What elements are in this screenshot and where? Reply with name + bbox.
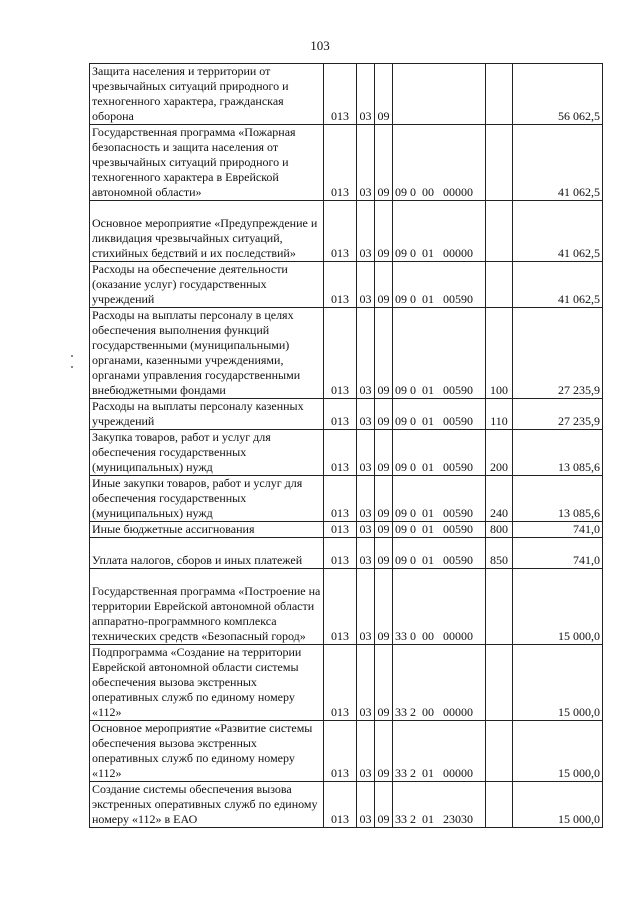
ministry-code: 013: [324, 125, 357, 201]
expense-type-code: 200: [486, 430, 513, 476]
ministry-code: 013: [324, 430, 357, 476]
amount: 41 062,5: [513, 201, 603, 262]
table-row: [90, 522, 603, 538]
section-code: 03: [357, 262, 375, 308]
ministry-code: 013: [324, 201, 357, 262]
page-number: 103: [310, 38, 330, 53]
amount: 741,0: [513, 522, 603, 538]
program-code: 09 0 01 00590: [393, 430, 486, 476]
amount: 13 085,6: [513, 430, 603, 476]
program-code: 09 0 01 00590: [393, 476, 486, 522]
section-code: 03: [357, 569, 375, 645]
subsection-code: 09: [375, 538, 393, 569]
section-code: 03: [357, 430, 375, 476]
table-row: [90, 430, 603, 476]
table-row: [90, 645, 603, 721]
section-code: 03: [357, 308, 375, 399]
subsection-code: 09: [375, 64, 393, 125]
subsection-code: 09: [375, 262, 393, 308]
budget-table: [89, 63, 603, 828]
row-name: Иные закупки товаров, работ и услуг для обеспечения государственных (муниципальных) нужд: [90, 476, 324, 522]
ministry-code: 013: [324, 721, 357, 782]
amount: 41 062,5: [513, 262, 603, 308]
program-code: 09 0 01 00590: [393, 399, 486, 430]
ministry-code: 013: [324, 399, 357, 430]
section-code: 03: [357, 64, 375, 125]
expense-type-code: [486, 201, 513, 262]
expense-type-code: 100: [486, 308, 513, 399]
ministry-code: 013: [324, 782, 357, 828]
amount: 41 062,5: [513, 125, 603, 201]
table-row: [90, 308, 603, 399]
amount: 15 000,0: [513, 645, 603, 721]
row-name: Защита населения и территории от чрезвычайных ситуаций природного и техногенного характера, гражданская оборона: [90, 64, 324, 125]
expense-type-code: [486, 125, 513, 201]
ministry-code: 013: [324, 476, 357, 522]
ministry-code: 013: [324, 262, 357, 308]
section-code: 03: [357, 782, 375, 828]
table-row: [90, 782, 603, 828]
subsection-code: 09: [375, 522, 393, 538]
ministry-code: 013: [324, 569, 357, 645]
amount: 741,0: [513, 538, 603, 569]
table-row: [90, 64, 603, 125]
ministry-code: 013: [324, 538, 357, 569]
table-row: [90, 538, 603, 569]
ministry-code: 013: [324, 645, 357, 721]
amount: 15 000,0: [513, 782, 603, 828]
expense-type-code: 110: [486, 399, 513, 430]
amount: 15 000,0: [513, 721, 603, 782]
section-code: 03: [357, 125, 375, 201]
scan-speck: [71, 355, 73, 357]
subsection-code: 09: [375, 569, 393, 645]
expense-type-code: [486, 569, 513, 645]
section-code: 03: [357, 476, 375, 522]
program-code: 33 2 01 23030: [393, 782, 486, 828]
ministry-code: 013: [324, 64, 357, 125]
table-row: [90, 262, 603, 308]
subsection-code: 09: [375, 201, 393, 262]
section-code: 03: [357, 538, 375, 569]
expense-type-code: [486, 645, 513, 721]
table-row: [90, 201, 603, 262]
expense-type-code: 800: [486, 522, 513, 538]
subsection-code: 09: [375, 430, 393, 476]
table-row: [90, 125, 603, 201]
row-name: Расходы на выплаты персоналу казенных учреждений: [90, 399, 324, 430]
row-name: Уплата налогов, сборов и иных платежей: [90, 538, 324, 569]
program-code: 09 0 01 00590: [393, 538, 486, 569]
row-name: Подпрограмма «Создание на территории Еврейской автономной области системы обеспечения вызова экстренных оперативных служб по единому номеру «112»: [90, 645, 324, 721]
subsection-code: 09: [375, 125, 393, 201]
scan-speck: [71, 366, 73, 368]
ministry-code: 013: [324, 308, 357, 399]
program-code: 33 2 00 00000: [393, 645, 486, 721]
program-code: 09 0 01 00000: [393, 201, 486, 262]
expense-type-code: [486, 64, 513, 125]
budget-table-body: [90, 64, 603, 828]
program-code: [393, 64, 486, 125]
expense-type-code: [486, 782, 513, 828]
table-row: [90, 476, 603, 522]
program-code: 33 2 01 00000: [393, 721, 486, 782]
amount: 27 235,9: [513, 308, 603, 399]
row-name: Основное мероприятие «Предупреждение и ликвидация чрезвычайных ситуаций, стихийных бедствий и их последствий»: [90, 201, 324, 262]
program-code: 09 0 00 00000: [393, 125, 486, 201]
subsection-code: 09: [375, 399, 393, 430]
expense-type-code: 240: [486, 476, 513, 522]
program-code: 09 0 01 00590: [393, 262, 486, 308]
amount: 13 085,6: [513, 476, 603, 522]
expense-type-code: 850: [486, 538, 513, 569]
row-name: Основное мероприятие «Развитие системы обеспечения вызова экстренных оперативных служб по единому номеру «112»: [90, 721, 324, 782]
section-code: 03: [357, 399, 375, 430]
expense-type-code: [486, 262, 513, 308]
subsection-code: 09: [375, 645, 393, 721]
row-name: Закупка товаров, работ и услуг для обеспечения государственных (муниципальных) нужд: [90, 430, 324, 476]
program-code: 09 0 01 00590: [393, 308, 486, 399]
section-code: 03: [357, 645, 375, 721]
ministry-code: 013: [324, 522, 357, 538]
subsection-code: 09: [375, 782, 393, 828]
row-name: Расходы на выплаты персоналу в целях обеспечения выполнения функций государственными (муниципальными) органами, казенными учреждениями, органами управления государственными внебюджетными фондами: [90, 308, 324, 399]
section-code: 03: [357, 522, 375, 538]
section-code: 03: [357, 721, 375, 782]
subsection-code: 09: [375, 308, 393, 399]
row-name: Создание системы обеспечения вызова экстренных оперативных служб по единому номеру «112» в ЕАО: [90, 782, 324, 828]
subsection-code: 09: [375, 721, 393, 782]
table-row: [90, 721, 603, 782]
table-row: [90, 569, 603, 645]
amount: 56 062,5: [513, 64, 603, 125]
program-code: 33 0 00 00000: [393, 569, 486, 645]
expense-type-code: [486, 721, 513, 782]
table-row: [90, 399, 603, 430]
amount: 27 235,9: [513, 399, 603, 430]
program-code: 09 0 01 00590: [393, 522, 486, 538]
amount: 15 000,0: [513, 569, 603, 645]
row-name: Иные бюджетные ассигнования: [90, 522, 324, 538]
row-name: Государственная программа «Пожарная безопасность и защита населения от чрезвычайных ситуаций природного и техногенного характера в Еврейской автономной области»: [90, 125, 324, 201]
row-name: Расходы на обеспечение деятельности (оказание услуг) государственных учреждений: [90, 262, 324, 308]
row-name: Государственная программа «Построение на территории Еврейской автономной области аппаратно-программного комплекса технических средств «Безопасный город»: [90, 569, 324, 645]
section-code: 03: [357, 201, 375, 262]
subsection-code: 09: [375, 476, 393, 522]
